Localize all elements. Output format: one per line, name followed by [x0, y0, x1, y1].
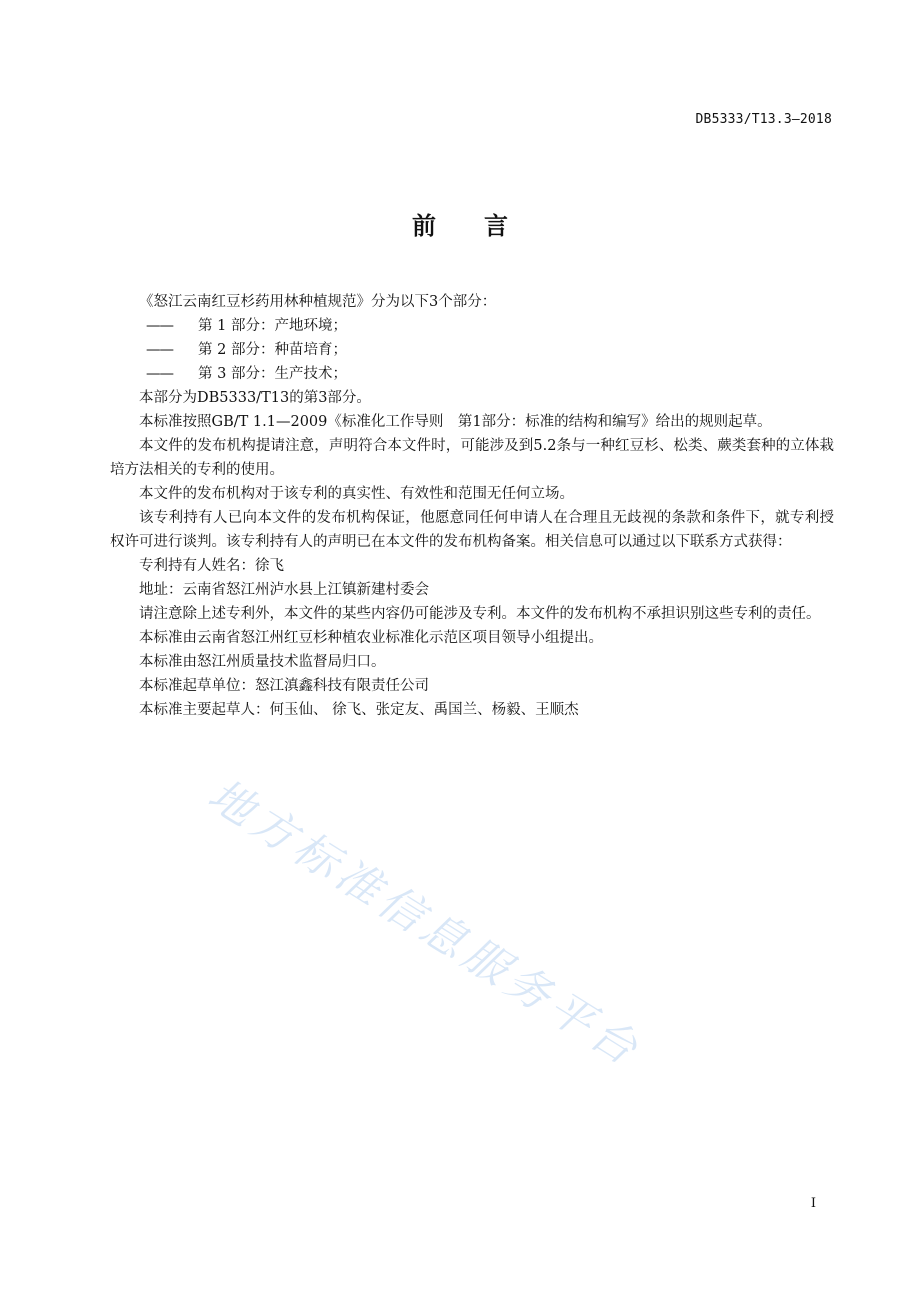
paragraph-patent-notice: 本文件的发布机构提请注意，声明符合本文件时，可能涉及到5.2条与一种红豆杉、松类、蕨类套种的立体栽培方法相关的专利的使用。	[110, 438, 834, 478]
paragraph-other-patents: 请注意除上述专利外，本文件的某些内容仍可能涉及专利。本文件的发布机构不承担识别这些专利的责任。	[139, 606, 821, 622]
paragraph-address: 地址：云南省怒江州泸水县上江镇新建村委会	[139, 582, 429, 598]
dash-marker: ——	[146, 366, 173, 382]
paragraph-intro: 《怒江云南红豆杉药用林种植规范》分为以下3个部分：	[139, 294, 497, 310]
part-item	[110, 314, 834, 338]
title-char-1: 前	[412, 212, 436, 240]
paragraph-no-position: 本文件的发布机构对于该专利的真实性、有效性和范围无任何立场。	[139, 486, 574, 502]
paragraph-drafters: 本标准主要起草人：何玉仙、 徐飞、张定友、禹国兰、杨毅、王顺杰	[139, 702, 579, 718]
part-text: 第 3 部分：生产技术；	[198, 366, 347, 382]
title-char-2: 言	[484, 212, 508, 240]
part-text: 第 2 部分：种苗培育；	[198, 342, 347, 358]
page-number: I	[810, 1196, 816, 1211]
part-item	[110, 338, 834, 362]
part-text: 第 1 部分：产地环境；	[198, 318, 347, 334]
dash-marker: ——	[146, 318, 173, 334]
dash-marker: ——	[146, 342, 173, 358]
document-code: DB5333/T13.3—2018	[695, 112, 832, 127]
paragraph-managed-by: 本标准由怒江州质量技术监督局归口。	[139, 654, 386, 670]
paragraph-this-part: 本部分为DB5333/T13的第3部分。	[139, 390, 371, 406]
page-title	[0, 206, 920, 241]
paragraph-holder-name: 专利持有人姓名：徐飞	[139, 558, 284, 574]
watermark: 地方标准信息服务平台	[199, 769, 651, 1078]
preface-body	[110, 290, 834, 722]
part-item	[110, 362, 834, 386]
paragraph-proposed-by: 本标准由云南省怒江州红豆杉种植农业标准化示范区项目领导小组提出。	[139, 630, 603, 646]
paragraph-holder-guarantee: 该专利持有人已向本文件的发布机构保证，他愿意同任何申请人在合理且无歧视的条款和条件下，就专利授权许可进行谈判。该专利持有人的声明已在本文件的发布机构备案。相关信息可以通过以下联系方式获得：	[110, 510, 834, 550]
paragraph-drafting-unit: 本标准起草单位：怒江滇鑫科技有限责任公司	[139, 678, 429, 694]
paragraph-drafting-rule: 本标准按照GB/T 1.1—2009《标准化工作导则 第1部分：标准的结构和编写》给出的规则起草。	[139, 414, 772, 430]
